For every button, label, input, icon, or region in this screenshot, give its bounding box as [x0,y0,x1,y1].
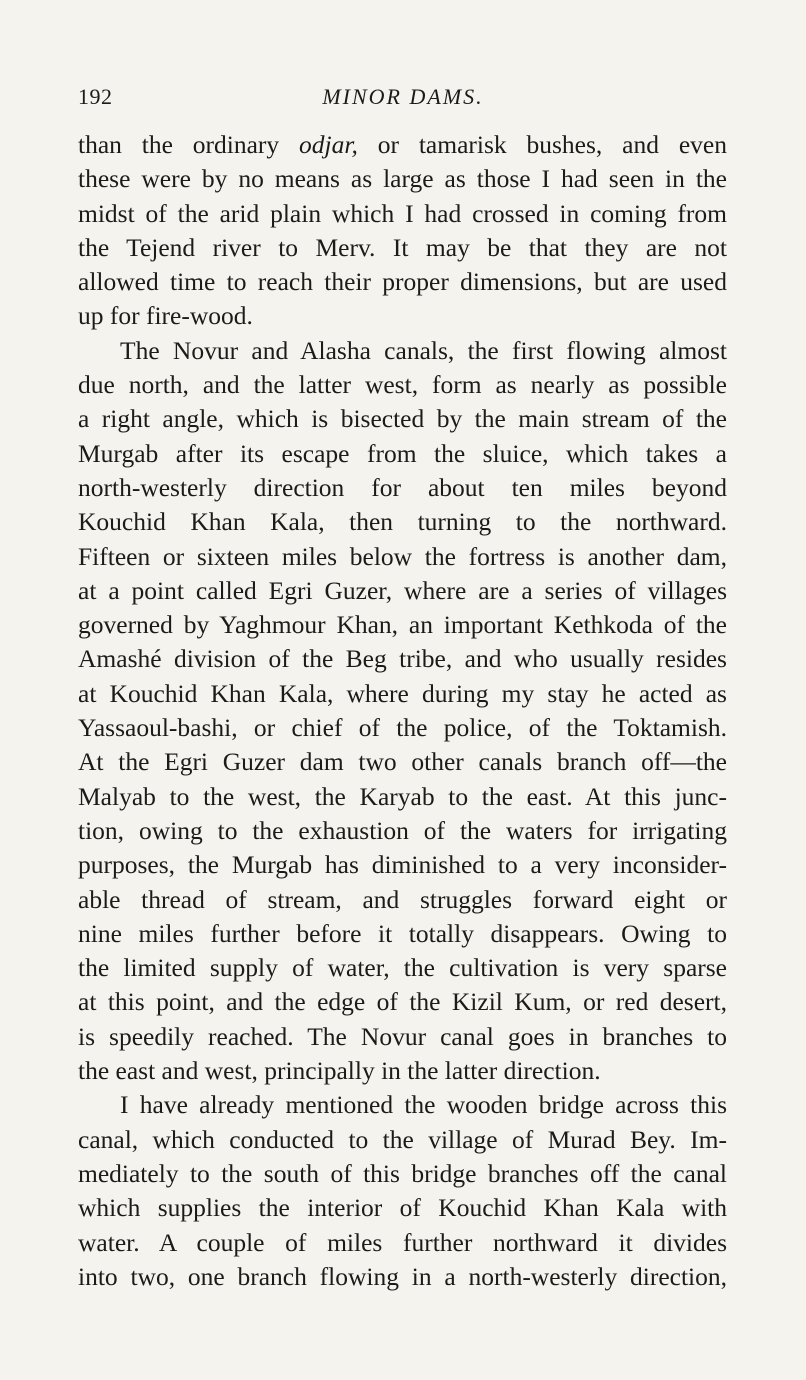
page-number: 192 [78,84,113,109]
text-line: able thread of stream, and struggles forward eight or [78,884,727,914]
paragraph-start: The Novur and Alasha canals, the first flowing almost [120,335,727,365]
page-header [78,84,728,114]
text-line: allowed time to reach their proper dimensions, but are used [78,267,727,297]
text-line: is speedily reached. The Novur canal goes in branches to [78,1021,727,1051]
text-line: canal, which conducted to the village of Murad Bey. Im- [78,1124,727,1154]
text-line: up for fire-wood. [78,301,253,331]
text-line: north-westerly direction for about ten miles beyond [78,472,727,502]
text-line: Kouchid Khan Kala, then turning to the northward. [78,507,727,537]
text-line: at a point called Egri Guzer, where are a series of villages [78,575,727,605]
text-line: the limited supply of water, the cultivation is very sparse [78,953,727,983]
text-line: Malyab to the west, the Karyab to the east. At this junc- [78,781,727,811]
text-line: due north, and the latter west, form as nearly as possible [78,370,727,400]
text-line: midst of the arid plain which I had crossed in coming from [78,198,727,228]
text-line: tion, owing to the exhaustion of the waters for irrigating [78,815,727,845]
text-line: purposes, the Murgab has diminished to a very inconsider- [78,850,727,880]
text-line: mediately to the south of this bridge branches off the canal [78,1158,727,1188]
text-line: these were by no means as large as those I had seen in the [78,164,727,194]
paragraph-start: I have already mentioned the wooden bridge across this [120,1090,727,1120]
text-line: than the ordinary odjar, or tamarisk bushes, and even [78,130,727,159]
text-line: Amashé division of the Beg tribe, and who usually resides [78,644,727,674]
text-line: the east and west, principally in the latter direction. [78,1056,601,1086]
text-line: governed by Yaghmour Khan, an important Kethkoda of the [78,610,727,640]
text-line: water. A couple of miles further northward it divides [78,1227,727,1257]
running-head: MINOR DAMS. [322,84,484,109]
text-line: the Tejend river to Merv. It may be that they are not [78,232,727,262]
text-line: Murgab after its escape from the sluice, which takes a [78,438,727,468]
text-line: Yassaoul-bashi, or chief of the police, of the Toktamish. [78,713,727,743]
text-line: at this point, and the edge of the Kizil Kum, or red desert, [78,987,727,1017]
italic-term: odjar, [299,130,358,159]
text-line: nine miles further before it totally disappears. Owing to [78,918,727,948]
body-text [78,128,727,1294]
text-line: at Kouchid Khan Kala, where during my stay he acted as [78,678,727,708]
text-line: Fifteen or sixteen miles below the fortress is another dam, [78,541,727,571]
text-line: a right angle, which is bisected by the main stream of the [78,404,727,434]
text-line: which supplies the interior of Kouchid Khan Kala with [78,1193,727,1223]
text-line: At the Egri Guzer dam two other canals branch off—the [78,747,727,777]
text-line: into two, one branch flowing in a north-westerly direction, [78,1261,727,1291]
